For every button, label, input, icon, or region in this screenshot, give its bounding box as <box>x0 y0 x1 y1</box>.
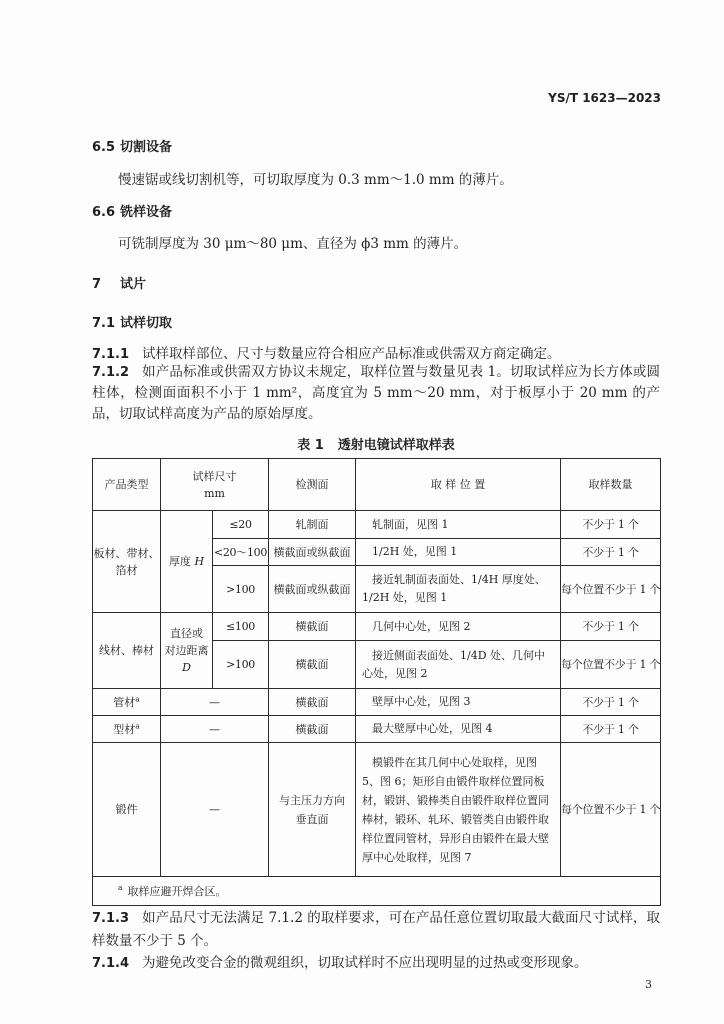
test-surface-line: 与主压力方向 <box>279 793 345 807</box>
clause-7-1-2 <box>92 362 660 425</box>
header-sampling-position: 取 样 位 置 <box>356 459 561 511</box>
test-surface-cell: 轧制面 <box>269 511 356 539</box>
test-surface-cell: 横截面或纵截面 <box>269 539 356 566</box>
dimension-cell <box>161 511 213 613</box>
table-header-row <box>93 459 661 511</box>
clause-number: 7.1.4 <box>92 956 130 971</box>
product-type-cell <box>93 716 161 743</box>
header-sample-size <box>161 459 269 511</box>
product-type-line: 箔材 <box>115 563 138 577</box>
clause-number: 6.5 <box>92 140 116 155</box>
test-surface-cell: 横截面或纵截面 <box>269 566 356 613</box>
sampling-position-cell: 几何中心处，见图 2 <box>356 613 561 641</box>
sampling-quantity-cell: 每个位置不少于 1 个 <box>561 566 661 613</box>
product-type-label: 型材 <box>113 722 136 736</box>
size-range-cell: — <box>161 743 269 877</box>
sampling-quantity-cell: 不少于 1 个 <box>561 511 661 539</box>
table-footnote <box>93 877 661 906</box>
header-test-surface: 检测面 <box>269 459 356 511</box>
clause-number: 7 <box>92 277 102 292</box>
dimension-symbol: D <box>182 661 191 674</box>
test-surface-cell: 横截面 <box>269 716 356 743</box>
clause-title: 试片 <box>120 277 147 292</box>
table-footnote-row <box>93 877 661 906</box>
clause-text: 试样取样部位、尺寸与数量应符合相应产品标准或供需双方商定确定。 <box>142 346 561 362</box>
size-range-cell: ≤20 <box>213 511 269 539</box>
size-range-cell: — <box>161 716 269 743</box>
table-caption-title: 透射电镜试样取样表 <box>337 438 455 453</box>
product-type-cell: 锻件 <box>93 743 161 877</box>
sampling-quantity-cell: 不少于 1 个 <box>561 613 661 641</box>
sampling-position-cell: 最大壁厚中心处，见图 4 <box>356 716 561 743</box>
footnote-mark: a <box>135 720 140 730</box>
sampling-table <box>92 458 661 906</box>
size-range-cell: >100 <box>213 566 269 613</box>
sampling-quantity-cell: 不少于 1 个 <box>561 539 661 566</box>
clause-6-5-heading <box>92 137 172 158</box>
footnote-text: 取样应避开焊合区。 <box>127 884 227 898</box>
header-sampling-quantity: 取样数量 <box>561 459 661 511</box>
sampling-quantity-cell: 不少于 1 个 <box>561 716 661 743</box>
sampling-position-cell: 壁厚中心处，见图 3 <box>356 689 561 716</box>
product-type-cell <box>93 689 161 716</box>
sampling-position-cell: 接近轧制面表面处、1/4H 厚度处、1/2H 处，见图 1 <box>356 566 561 613</box>
table-row <box>93 716 661 743</box>
table-caption <box>92 435 660 456</box>
test-surface-cell: 横截面 <box>269 641 356 689</box>
product-type-cell: 线材、棒材 <box>93 613 161 689</box>
table-caption-number: 表 1 <box>297 438 324 453</box>
size-range-cell: >100 <box>213 641 269 689</box>
sampling-position-cell: 模锻件在其几何中心处取样，见图 5、图 6；矩形自由锻件取样位置同板材，锻饼、锻棒类自由锻件取样位置同棒材，锻环、轧环、锻管类自由锻件取样位置同管材，异形自由锻件在最大壁厚中心处取样，见图 7 <box>356 743 561 877</box>
sampling-quantity-cell: 每个位置不少于 1 个 <box>561 641 661 689</box>
test-surface-cell: 横截面 <box>269 689 356 716</box>
clause-number: 7.1.2 <box>92 365 130 380</box>
size-range-cell: ≤100 <box>213 613 269 641</box>
sampling-quantity-cell: 每个位置不少于 1 个 <box>561 743 661 877</box>
clause-7-1-4 <box>92 952 660 975</box>
test-surface-cell <box>269 743 356 877</box>
header-sample-size-label: 试样尺寸 <box>192 469 237 483</box>
clause-text: 如产品标准或供需双方协议未规定，取样位置与数量见表 1。切取试样应为长方体或圆柱体，检测面面积不小于 1 mm²，高度宜为 5 mm～20 mm，对于板厚小于 20 mm 的产品，切取试样高度为产品的原始厚度。 <box>92 364 660 422</box>
product-type-line: 板材、带材、 <box>93 546 160 560</box>
clause-6-6-text: 可铣制厚度为 30 μm～80 μm、直径为 ϕ3 mm 的薄片。 <box>118 236 468 252</box>
table-row <box>93 511 661 539</box>
sampling-position-cell: 接近侧面表面处、1/4D 处、几何中心处，见图 2 <box>356 641 561 689</box>
sampling-position-cell: 轧制面，见图 1 <box>356 511 561 539</box>
dimension-symbol: H <box>194 555 205 568</box>
dimension-label-line: 直径或 <box>170 627 203 640</box>
page-number: 3 <box>645 978 652 991</box>
clause-title: 铣样设备 <box>120 205 173 220</box>
footnote-mark: a <box>118 882 123 892</box>
document-code: YS/T 1623—2023 <box>548 91 661 105</box>
header-product-type: 产品类型 <box>93 459 161 511</box>
clause-text: 如产品尺寸无法满足 7.1.2 的取样要求，可在产品任意位置切取最大截面尺寸试样，取样数量不少于 5 个。 <box>92 910 660 949</box>
dimension-cell <box>161 613 213 689</box>
size-range-cell: — <box>161 689 269 716</box>
dimension-label: 厚度 <box>168 555 191 568</box>
clause-6-6-heading <box>92 202 172 223</box>
product-type-cell <box>93 511 161 613</box>
test-surface-cell: 横截面 <box>269 613 356 641</box>
sampling-quantity-cell: 不少于 1 个 <box>561 689 661 716</box>
clause-6-5-text: 慢速锯或线切割机等，可切取厚度为 0.3 mm～1.0 mm 的薄片。 <box>118 172 513 188</box>
size-range-cell: <20～100 <box>213 539 269 566</box>
clause-7-1-heading <box>92 313 172 334</box>
clause-title: 试样切取 <box>120 316 173 331</box>
table-row <box>93 613 661 641</box>
clause-title: 切割设备 <box>120 140 173 155</box>
dimension-label-line: 对边距离 <box>164 644 209 657</box>
clause-7-heading <box>92 274 146 295</box>
clause-number: 7.1.1 <box>92 347 130 362</box>
clause-7-1-3 <box>92 907 660 952</box>
clause-text: 为避免改变合金的微观组织，切取试样时不应出现明显的过热或变形现象。 <box>142 955 588 971</box>
header-sample-size-unit: mm <box>204 486 225 500</box>
clause-number: 6.6 <box>92 205 116 220</box>
table-row <box>93 743 661 877</box>
table-row <box>93 689 661 716</box>
footnote-mark: a <box>135 693 140 703</box>
test-surface-line: 垂直面 <box>295 812 329 826</box>
clause-number: 7.1 <box>92 316 116 331</box>
clause-number: 7.1.3 <box>92 911 130 926</box>
sampling-position-cell: 1/2H 处，见图 1 <box>356 539 561 566</box>
product-type-label: 管材 <box>113 695 136 709</box>
